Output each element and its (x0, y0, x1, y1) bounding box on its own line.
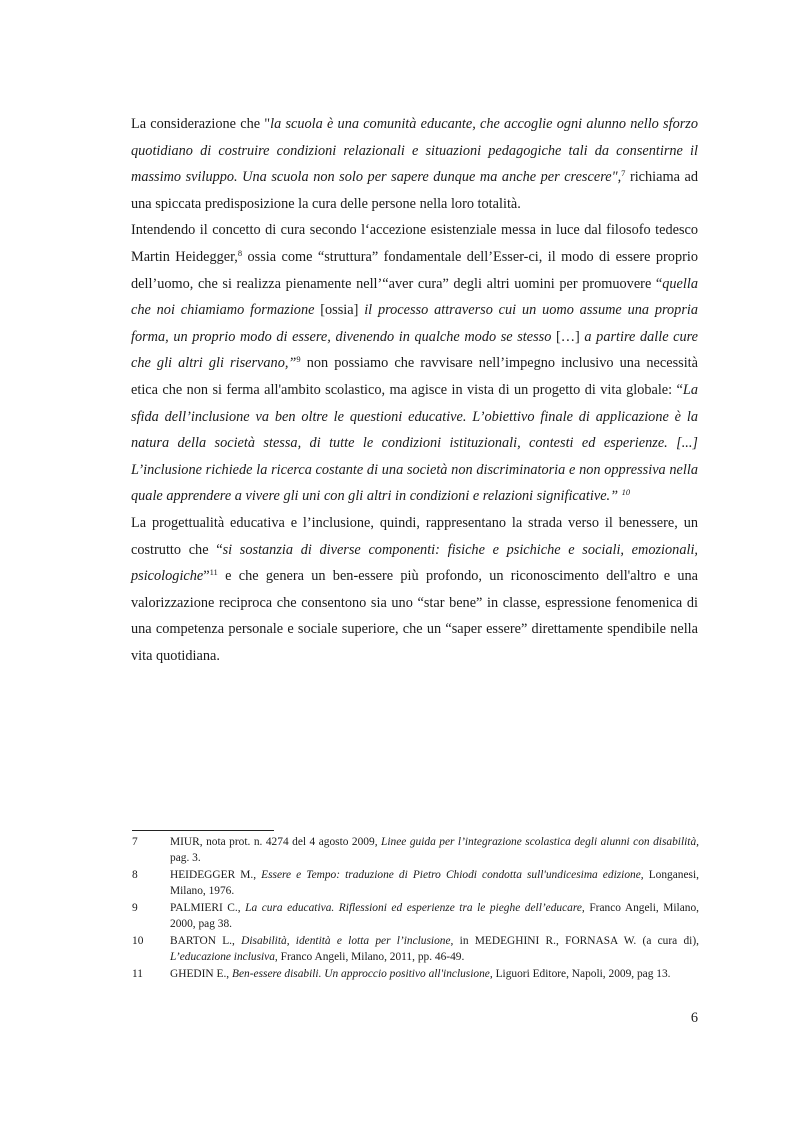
footnote-part: pag. 3. (170, 851, 201, 864)
paragraph-text: [ossia] (314, 302, 365, 319)
footnote-ref: 8 (237, 247, 243, 258)
footnote-title: La cura educativa. Riflessioni ed esperienze tra le pieghe dell’educare, (245, 902, 585, 914)
paragraph-2 (131, 217, 698, 510)
footnotes (132, 835, 699, 985)
footnote-title: Ben-essere disabili. Un approccio positivo all'inclusione, (232, 968, 493, 980)
footnote-part: Liguori Editore, Napoli, 2009, pag 13. (492, 968, 671, 980)
footnote-title: Essere e Tempo: traduzione di Pietro Chiodi condotta sull'undicesima edizione, (261, 869, 644, 881)
paragraph-text: e che genera un ben-essere più profondo, un riconoscimento dell'altro e una valorizzazione reciproca che consentono sia uno “star bene” in classe, espressione fenomenica di una competenza personale e sociale superiore, che un “saper essere” direttamente spendibile nella vita quotidiana. (131, 568, 698, 664)
page-number: 6 (690, 1010, 698, 1026)
footnote-8 (132, 868, 699, 899)
main-text (131, 111, 698, 669)
paragraph-3 (131, 510, 698, 670)
footnote-7 (132, 835, 699, 866)
footnote-text (170, 835, 699, 866)
footnote-part: , Franco Angeli, Milano, 2011, pp. 46-49. (274, 950, 465, 963)
quote-italic: a partire dalle cure che gli altri gli riservano,” (131, 328, 699, 372)
footnote-number: 9 (132, 902, 138, 914)
footnote-9 (132, 901, 699, 932)
footnote-part: in MEDEGHINI R., FORNASA W. (a cura di), (453, 935, 699, 947)
quote-italic: il processo attraverso cui un uomo assume una propria forma, un proprio modo di essere, divenendo in qualche modo se stesso (131, 302, 699, 345)
footnote-number: 11 (132, 968, 143, 980)
footnote-ref: 10 (621, 487, 631, 498)
footnote-part: HEIDEGGER M., (170, 869, 262, 881)
footnote-title: L’educazione inclusiva (170, 950, 275, 963)
paragraph-text: La progettualità educativa e l’inclusione, quindi, rappresentano la strada verso il benessere, un costrutto che “ (131, 514, 698, 558)
quote-italic: La sfida dell’inclusione va ben oltre le questioni educative. L’obiettivo finale di applicazione è la natura della società stessa, di tutte le condizioni istituzionali, contesti ed esperienze. [...] L’inclusione richiede la ricerca costante di una società non discriminatoria e non oppressiva nella quale apprendere a vivere gli uni con gli altri in condizioni e relazioni significative.” (131, 381, 698, 505)
footnote-number: 7 (132, 836, 138, 848)
paragraph-text: […] (551, 328, 585, 345)
paragraph-text: ossia come “struttura” fondamentale dell’Esser-ci, il modo di essere proprio dell’uomo, che si realizza pienamente nell’“aver cura” degli altri uomini per promuovere “ (131, 248, 698, 292)
quote-italic: si sostanzia di diverse componenti: fisiche e psichiche e sociali, emozionali, psicologiche (131, 541, 698, 585)
footnote-part: Longanesi, Milano, 1976. (170, 869, 699, 897)
paragraph-1 (131, 111, 698, 217)
footnote-part: BARTON L., (170, 935, 242, 947)
footnote-ref: 11 (209, 567, 218, 578)
footnote-text (170, 934, 699, 965)
footnote-text (170, 967, 699, 983)
paragraph-text: Intendendo il concetto di cura secondo l‘accezione esistenziale messa in luce dal filosofo tedesco Martin Heidegger, (131, 222, 698, 265)
footnote-title: Linee guida per l’integrazione scolastica degli alunni con disabilità, (381, 836, 699, 848)
paragraph-text: non possiamo che ravvisare nell’impegno inclusivo una necessità etica che non si ferma all'ambito scolastico, ma agisce in vista di un progetto di vita globale: “ (131, 355, 698, 398)
footnote-part: Franco Angeli, Milano, 2000, pag 38. (170, 902, 699, 930)
footnote-11 (132, 967, 699, 983)
footnote-number: 8 (132, 869, 138, 881)
footnote-text (170, 868, 699, 899)
paragraph-text: richiama ad una spiccata predisposizione la cura delle persone nella loro totalità. (131, 169, 698, 212)
footnote-separator (132, 830, 274, 831)
quote-italic: la scuola è una comunità educante, che accoglie ogni alunno nello sforzo quotidiano di costruire condizioni relazionali e situazioni pedagogiche tali da consentirne il massimo sviluppo. Una scuola non solo per sapere dunque ma anche per crescere", (131, 116, 698, 186)
footnote-10 (132, 934, 699, 965)
footnote-ref: 9 (296, 354, 301, 365)
footnote-part: PALMIERI C., (170, 902, 246, 914)
footnote-part: GHEDIN E., (170, 968, 233, 980)
paragraph-text: La considerazione che " (131, 116, 271, 132)
quote-italic: quella che noi chiamiamo formazione (131, 275, 698, 319)
footnote-text (170, 901, 699, 932)
footnote-number: 10 (132, 935, 144, 947)
footnote-title: Disabilità, identità e lotta per l’inclusione, (241, 935, 454, 947)
footnote-ref: 7 (621, 168, 626, 179)
footnote-part: MIUR, nota prot. n. 4274 del 4 agosto 2009, (170, 836, 382, 848)
paragraph-text: ” (203, 568, 210, 585)
